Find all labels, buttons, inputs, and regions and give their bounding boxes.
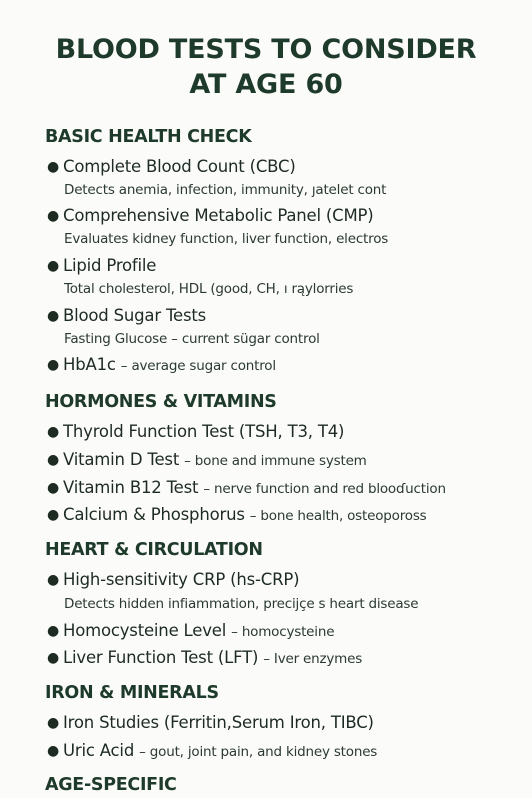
item-note: – nerve function and red blooɗuction <box>203 481 446 497</box>
item-name: Vitamin B12 Test <box>63 478 199 497</box>
item-note: – homocysteine <box>231 624 335 640</box>
item-note: – bone health, osteopoross <box>249 508 427 524</box>
item-name: HbA1c <box>63 355 116 374</box>
list-item-lipid-profile <box>47 256 156 275</box>
item-name: Homocysteine Level <box>63 621 227 640</box>
item-description-blood-sugar-tests: Fasting Glucose – current sügar control <box>64 331 320 347</box>
item-name: Comprehensive Metabolic Panel (CMP) <box>63 206 374 225</box>
item-name: High-sensitivity CRP (hs-CRP) <box>63 570 300 589</box>
item-description-lipid-profile: Total cholesterol, HDL (good, CH, ı rąylorries <box>64 281 354 297</box>
section-heading-heart-circulation: HEART & CIRCULATION <box>45 540 263 560</box>
list-item-thyroid <box>47 422 344 441</box>
list-item-cbc <box>47 157 296 176</box>
list-item-hba1c <box>47 355 276 374</box>
item-description-hs-crp: Detects hidden infiammation, precijçe s heart disease <box>64 596 419 612</box>
item-note: – average sugar control <box>120 358 276 374</box>
bullet-icon: ● <box>47 572 60 588</box>
section-heading-basic-health-check: BASIC HEALTH CHECK <box>45 127 252 147</box>
section-heading-iron-minerals: IRON & MINERALS <box>45 683 219 703</box>
list-item-lft <box>47 648 362 667</box>
bullet-icon: ● <box>47 743 60 759</box>
page-title <box>0 32 532 102</box>
bullet-icon: ● <box>47 424 60 440</box>
item-description-cmp: Evaluates kidney function, liver function, electros <box>64 231 389 247</box>
item-name: Blood Sugar Tests <box>63 306 207 325</box>
item-name: Calcium & Phosphorus <box>63 505 245 524</box>
list-item-uric-acid <box>47 741 377 760</box>
list-item-cmp <box>47 206 374 225</box>
section-heading-hormones-vitamins: HORMONES & VITAMINS <box>45 392 277 412</box>
item-name: Liver Function Test (LFT) <box>63 648 259 667</box>
list-item-homocysteine <box>47 621 334 640</box>
list-item-calcium-phosphorus <box>47 505 426 524</box>
list-item-hs-crp <box>47 570 299 589</box>
item-note: – bone and immune system <box>184 453 367 469</box>
bullet-icon: ● <box>47 159 60 175</box>
bullet-icon: ● <box>47 650 60 666</box>
list-item-vitamin-b12 <box>47 478 446 497</box>
item-name: Uric Acid <box>63 741 135 760</box>
item-note: – gout, joint pain, and kidney stones <box>139 744 378 760</box>
item-name: Iron Studies (Ferritin,Serum Iron, TIBC) <box>63 713 374 732</box>
bullet-icon: ● <box>47 452 60 468</box>
item-description-cbc: Detects anemia, infection, immunity, ȷatelet cont <box>64 182 387 198</box>
bullet-icon: ● <box>47 357 60 373</box>
bullet-icon: ● <box>47 715 60 731</box>
item-name: Complete Blood Count (CBC) <box>63 157 296 176</box>
title-line-1: BLOOD TESTS TO CONSIDER <box>55 34 477 65</box>
item-name: Vitamin D Test <box>63 450 180 469</box>
section-heading-age-specific: AGE-SPECIFIC <box>45 775 177 795</box>
bullet-icon: ● <box>47 480 60 496</box>
item-name: Thyrold Function Test (TSH, T3, T4) <box>63 422 345 441</box>
bullet-icon: ● <box>47 258 60 274</box>
bullet-icon: ● <box>47 623 60 639</box>
list-item-vitamin-d <box>47 450 367 469</box>
bullet-icon: ● <box>47 208 60 224</box>
item-name: Lipid Profile <box>63 256 157 275</box>
list-item-blood-sugar-tests <box>47 306 206 325</box>
item-note: – Iver enzymes <box>263 651 363 667</box>
bullet-icon: ● <box>47 507 60 523</box>
list-item-iron-studies <box>47 713 374 732</box>
title-line-2: AT AGE 60 <box>189 69 343 100</box>
bullet-icon: ● <box>47 308 60 324</box>
